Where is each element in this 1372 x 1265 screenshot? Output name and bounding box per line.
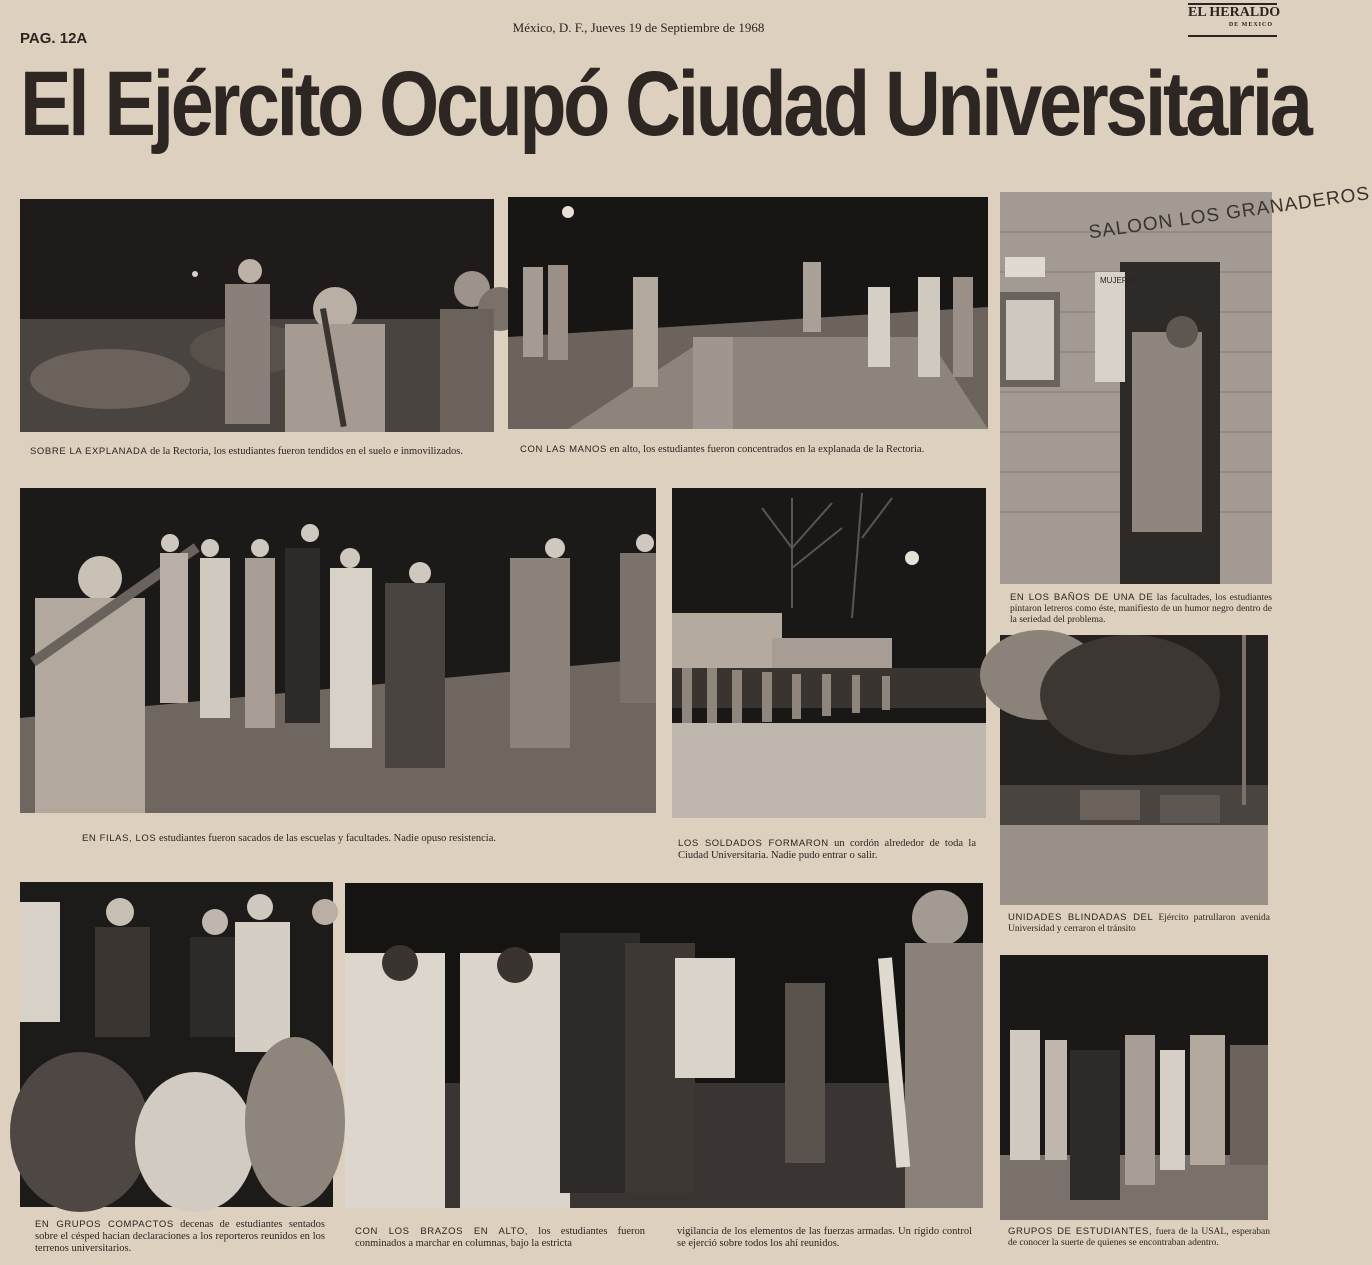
caption-text: vigilancia de los elementos de las fuerzas armadas. Un rígido control se ejerció sobre todos los ahí reunidos. — [677, 1226, 972, 1249]
photo-students-outside — [1000, 955, 1268, 1220]
caption-lead: EN FILAS, LOS — [82, 833, 157, 844]
photo-student-groups-reporters — [20, 882, 333, 1207]
caption-text: estudiantes fueron sacados de las escuelas y facultades. Nadie opuso resistencia. — [156, 833, 496, 844]
caption-lead: CON LOS BRAZOS EN ALTO, — [355, 1226, 529, 1237]
caption-esplanade — [30, 446, 478, 458]
photo-students-on-esplanade — [20, 199, 494, 432]
caption-text: un cordón alrededor de toda la Ciudad Universitaria. Nadie pudo entrar o salir. — [678, 838, 976, 861]
page-number: PAG. 12A — [20, 30, 88, 47]
door-sign-text: MUJERES — [1100, 276, 1139, 285]
caption-text: en alto, los estudiantes fueron concentrados en la explanada de la Rectoria. — [606, 444, 925, 455]
masthead-logo — [1188, 3, 1281, 37]
caption-text: decenas de estudiantes sentados sobre el césped hacian declaraciones a los reporteros reunidos en los terrenos universitarios. — [35, 1219, 325, 1254]
caption-vigilance — [677, 1226, 972, 1250]
masthead-title: EL HERALDO — [1188, 5, 1281, 20]
photo-armored-units — [1000, 635, 1268, 905]
caption-arms-raised — [355, 1226, 645, 1250]
caption-lead: EN GRUPOS COMPACTOS — [35, 1219, 174, 1230]
caption-text: los estudiantes fueron conminados a marchar en columnas, bajo la estricta — [355, 1226, 646, 1249]
photo-hands-raised-rectoria — [508, 197, 988, 429]
photo-soldiers-cordon — [672, 488, 986, 818]
caption-text: de la Rectoria, los estudiantes fueron tendidos en el suelo e inmovilizados. — [147, 446, 463, 457]
photo-students-in-rows — [20, 488, 656, 813]
caption-lead: UNIDADES BLINDADAS DEL — [1008, 912, 1154, 923]
caption-text: las facultades, los estudiantes pintaron letreros como éste, manifiesto de un humor negro dentro de la seriedad del problema. — [1010, 593, 1272, 625]
dateline: México, D. F., Jueves 19 de Septiembre de 1968 — [512, 20, 765, 35]
caption-text: fuera de la USAL, esperaban de conocer la suerte de quienes se encontraban adentro. — [1008, 1227, 1271, 1248]
photo-arms-raised-march — [345, 883, 983, 1208]
caption-lead: GRUPOS DE ESTUDIANTES, — [1008, 1226, 1153, 1237]
caption-text: Ejército patrullaron avenida Universidad y cerraron el tránsito — [1008, 913, 1270, 934]
caption-graffiti — [1010, 592, 1272, 626]
photo-graffiti-bathroom — [1000, 183, 1372, 584]
caption-lead: LOS SOLDADOS FORMARON — [678, 838, 829, 849]
caption-cordon — [678, 838, 976, 862]
caption-lead: SOBRE LA EXPLANADA — [30, 446, 148, 457]
caption-student-groups — [35, 1219, 325, 1255]
headline: El Ejército Ocupó Ciudad Universitaria — [20, 53, 1310, 155]
caption-lead: CON LAS MANOS — [520, 444, 607, 455]
caption-students-outside — [1008, 1226, 1270, 1249]
caption-lead: EN LOS BAÑOS DE UNA DE — [1010, 592, 1154, 603]
caption-rows — [82, 833, 642, 845]
caption-hands-raised — [520, 444, 970, 456]
caption-armored — [1008, 912, 1270, 935]
masthead-subtitle: DE MEXICO — [1228, 22, 1273, 28]
graffiti-text: SALOON LOS GRANADEROS — [1087, 183, 1372, 244]
